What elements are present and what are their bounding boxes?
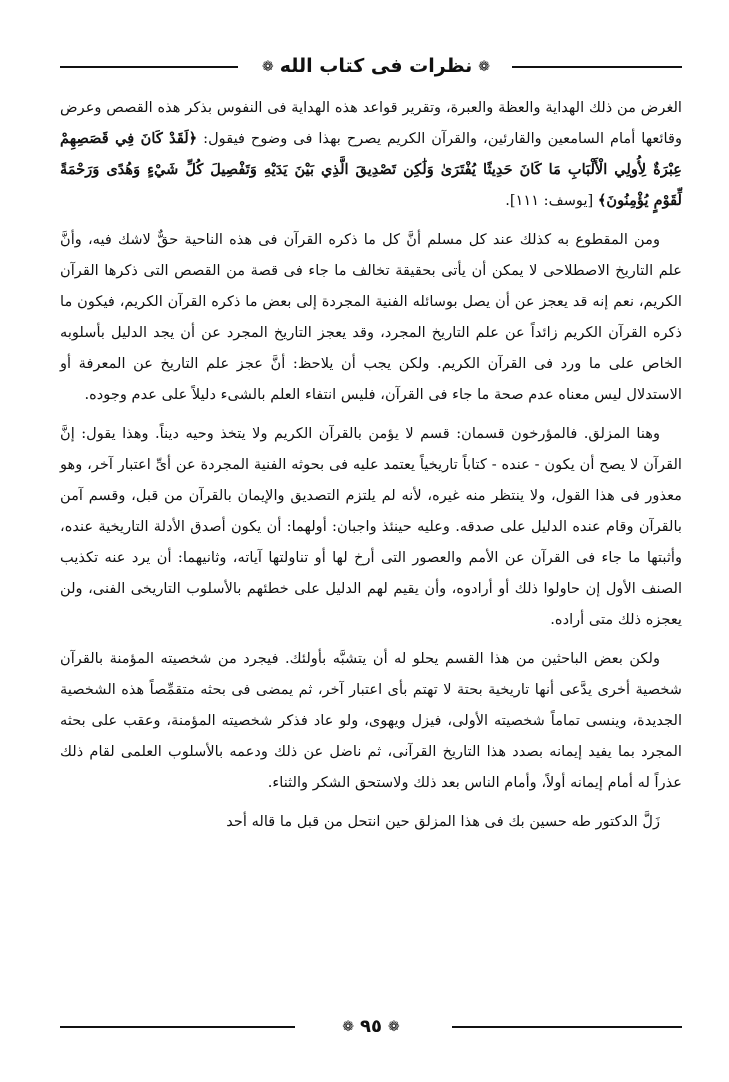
- running-title-text: نظرات فى كتاب الله: [279, 55, 473, 77]
- ornament-icon: ❁: [261, 58, 274, 75]
- body-text: [60, 92, 682, 837]
- verse-reference: [يوسف: ١١١].: [505, 192, 598, 209]
- ornament-icon: ❁: [478, 58, 490, 75]
- paragraph-4: ولكن بعض الباحثين من هذا القسم يحلو له أن يتشبَّه بأولئك. فيجرد من شخصيته المؤمنة بالقرآن شخصية أخرى يدَّعى أنها تاريخية بحتة لا تهتم بأى اعتبار آخر، ثم يمضى فى بحثه متقمِّصاً هذه الشخصية الجديدة، وينسى تماماً شخصيته الأولى، فيزل ويهوى، ولو عاد فذكر شخصيته المؤمنة، وعقب على بحثه المجرد بما يفيد إيمانه بصدد هذا التاريخ القرآنى، ثم ناضل عن ذلك ودعمه بالأسلوب العلمى لقام ذلك عذراً له أمام إيمانه أولاً، وأمام الناس بعد ذلك ولاستحق الشكر والثناء.: [60, 650, 682, 791]
- paragraph-5: زَلَّ الدكتور طه حسين بك فى هذا المزلق حين انتحل من قبل ما قاله أحد: [226, 813, 660, 830]
- ornament-icon: ❁: [342, 1019, 354, 1035]
- header-rule-right: [512, 66, 682, 68]
- paragraph-3: وهنا المزلق. فالمؤرخون قسمان: قسم لا يؤمن بالقرآن الكريم ولا يتخذ وحيه ديناً. وهذا يقول: إنَّ القرآن لا يصح أن يكون - عنده - كتاباً تاريخياً يعتمد عليه فى بحوثه الفنية المجردة عن أىِّ اعتبار آخر، وهو معذور فى هذا القول، ولا ينتظر منه غيره، لأنه لم يلتزم التصديق والإيمان بالقرآن من قبل، وقسم آمن بالقرآن وقام عنده الدليل على صدقه. وعليه حينئذ واجبان: أولهما: أن يكون أصدق الأدلة التاريخية عنده، وأثبتها ما جاء فى القرآن عن الأمم والعصور التى أرخ لها أو تناولتها آياته، وثانيهما: أن يرد عنه تكذيب الصنف الأول إن حاولوا ذلك أو أرادوه، وأن يقيم لهم الدليل على خطئهم بالأسلوب التاريخى الفنى، ولن يعجزه ذلك متى أراده.: [60, 425, 682, 628]
- paragraph-1: [60, 92, 682, 216]
- running-header: [240, 52, 512, 81]
- ornament-icon: ❁: [387, 1019, 400, 1035]
- page-number: [298, 1014, 444, 1040]
- page-footer: [60, 1014, 682, 1040]
- footer-rule-left: [60, 1026, 295, 1028]
- paragraph-text: الغرض من ذلك الهداية والعظة والعبرة، وتقرير قواعد هذه الهداية فى النفوس بذكر هذه القصص وعرض وقائعها أمام السامعين والقارئين، والقرآن الكريم يصرح بهذا فى وضوح فيقول:: [60, 99, 682, 147]
- page-header: [60, 52, 682, 82]
- paragraph-2: ومن المقطوع به كذلك عند كل مسلم أنَّ كل ما ذكره القرآن فى هذه الناحية حقٌّ لاشك فيه، وأنَّ علم التاريخ الاصطلاحى لا يمكن أن يأتى بحقيقة تخالف ما جاء فى قصة من القصص التى ذكرها القرآن الكريم، نعم إنه قد يعجز عن أن يصل بوسائله الفنية المجردة إلى بعض ما ذكره القرآن الكريم، فيكون ما ذكره القرآن الكريم زائداً عن علم التاريخ المجرد، وقد يعجز التاريخ المجرد عن أن يجد الدليل بأسلوبه الخاص على ما ورد فى القرآن الكريم. ولكن يجب أن يلاحظ: أنَّ عجز علم التاريخ عن المعرفة أو الاستدلال ليس معناه عدم صحة ما جاء فى القرآن، فليس انتفاء العلم بالشىء دليلاً على عدم وجوده.: [60, 231, 682, 403]
- footer-rule-right: [452, 1026, 682, 1028]
- quran-verse: ﴿لَقَدْ كَانَ فِي قَصَصِهِمْ عِبْرَةٌ لِأُولِي الْأَلْبَابِ مَا كَانَ حَدِيثًا يُفْتَرَىٰ وَلَٰكِن تَصْدِيقَ الَّذِي بَيْنَ يَدَيْهِ وَتَفْصِيلَ كُلِّ شَيْءٍ وَهُدًى وَرَحْمَةً لِّقَوْمٍ يُؤْمِنُونَ﴾: [60, 130, 682, 209]
- page-number-text: ٩٥: [360, 1016, 382, 1037]
- header-rule-left: [60, 66, 238, 68]
